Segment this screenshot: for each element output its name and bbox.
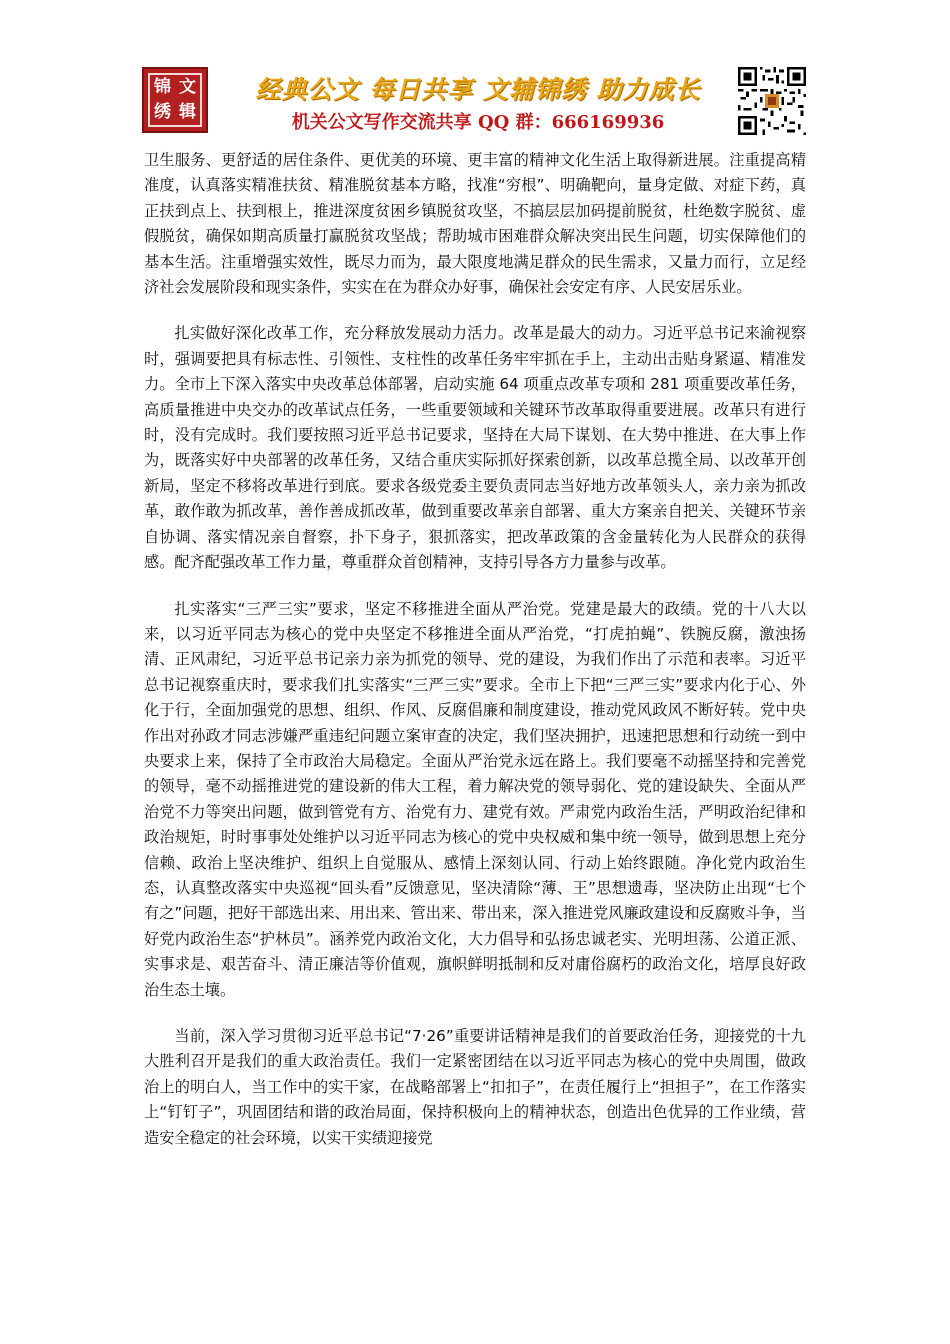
header-slogan: 经典公文 每日共享 文辅锦绣 助力成长 bbox=[255, 75, 701, 104]
document-body bbox=[144, 148, 806, 1172]
paragraph-party-discipline: 扎实落实“三严三实”要求，坚定不移推进全面从严治党。党建是最大的政绩。党的十八大以来，以习近平同志为核心的党中央坚定不移推进全面从严治党，“打虎拍蝇”、铁腕反腐，激浊扬清、正风肃纪，习近平总书记亲力亲为抓党的领导、党的建设，为我们作出了示范和表率。习近平总书记视察重庆时，要求我们扎实落实“三严三实”要求。全市上下把“三严三实”要求内化于心、外化于行，全面加强党的思想、组织、作风、反腐倡廉和制度建设，推动党风政风不断好转。党中央作出对孙政才同志涉嫌严重违纪问题立案审查的决定，我们坚决拥护，迅速把思想和行动统一到中央要求上来，保持了全市政治大局稳定。全面从严治党永远在路上。我们要毫不动摇坚持和完善党的领导，毫不动摇推进党的建设新的伟大工程，着力解决党的领导弱化、党的建设缺失、全面从严治党不力等突出问题，做到管党有方、治党有力、建党有效。严肃党内政治生活，严明政治纪律和政治规矩，时时事事处处维护以习近平同志为核心的党中央权威和集中统一领导，做到思想上充分信赖、政治上坚决维护、组织上自觉服从、感情上深刻认同、行动上始终跟随。净化党内政治生态，认真整改落实中央巡视“回头看”反馈意见，坚决清除“薄、王”思想遗毒，坚决防止出现“七个有之”问题，把好干部选出来、用出来、管出来、带出来，深入推进党风廉政建设和反腐败斗争，当好党内政治生态“护林员”。涵养党内政治文化，大力倡导和弘扬忠诚老实、光明坦荡、公道正派、实事求是、艰苦奋斗、清正廉洁等价值观，旗帜鲜明抵制和反对庸俗腐朽的政治文化，培厚良好政治生态土壤。 bbox=[144, 599, 806, 999]
seal-char: 辑 bbox=[179, 102, 196, 122]
page-header bbox=[142, 64, 808, 138]
seal-char: 绣 bbox=[154, 102, 171, 122]
paragraph-reform: 扎实做好深化改革工作，充分释放发展动力活力。改革是最大的动力。习近平总书记来渝视察时，强调要把具有标志性、引领性、支柱性的改革任务牢牢抓在手上，主动出击贴身紧逼、精准发力。全市上下深入落实中央改革总体部署，启动实施 64 项重点改革专项和 281 项重要改革任务，高质量推进中央交办的改革试点任务，一些重要领域和关键环节改革取得重要进展。改革只有进行时，没有完成时。我们要按照习近平总书记要求，坚持在大局下谋划、在大势中推进、在大事上作为，既落实好中央部署的改革任务，又结合重庆实际抓好探索创新，以改革总揽全局、以改革开创新局，坚定不移将改革进行到底。要求各级党委主要负责同志当好地方改革领头人，亲力亲为抓改革，敢作敢为抓改革，善作善成抓改革，做到重要改革亲自部署、重大方案亲自把关、关键环节亲自协调、落实情况亲自督察，扑下身子，狠抓落实，把改革政策的含金量转化为人民群众的获得感。配齐配强改革工作力量，尊重群众首创精神，支持引导各方力量参与改革。 bbox=[144, 324, 806, 572]
qq-group-line: 机关公文写作交流共享 QQ 群：666169936 bbox=[291, 112, 665, 133]
brand-seal-logo bbox=[142, 67, 208, 133]
paragraph-conclusion: 当前，深入学习贯彻习近平总书记“7·26”重要讲话精神是我们的首要政治任务，迎接党的十九大胜利召开是我们的重大政治责任。我们一定紧密团结在以习近平同志为核心的党中央周围，做政治上的明白人，当工作中的实干家，在战略部署上“扣扣子”，在责任履行上“担担子”，在工作落实上“钉钉子”，巩固团结和谐的政治局面，保持积极向上的精神状态，创造出色优异的工作业绩，营造安全稳定的社会环境，以实干实绩迎接党 bbox=[144, 1027, 806, 1147]
paragraph-continued: 卫生服务、更舒适的居住条件、更优美的环境、更丰富的精神文化生活上取得新进展。注重提高精准度，认真落实精准扶贫、精准脱贫基本方略，找准“穷根”、明确靶向，量身定做、对症下药，真正扶到点上、扶到根上，推进深度贫困乡镇脱贫攻坚，不搞层层加码提前脱贫，杜绝数字脱贫、虚假脱贫，确保如期高质量打赢脱贫攻坚战；帮助城市困难群众解决突出民生问题，切实保障他们的基本生活。注重增强实效性，既尽力而为，最大限度地满足群众的民生需求，又量力而行，立足经济社会发展阶段和现实条件，实实在在为群众办好事，确保社会安定有序、人民安居乐业。 bbox=[144, 151, 806, 297]
qr-code-icon bbox=[738, 67, 806, 135]
seal-char: 锦 bbox=[154, 77, 171, 97]
seal-char: 文 bbox=[179, 77, 196, 97]
